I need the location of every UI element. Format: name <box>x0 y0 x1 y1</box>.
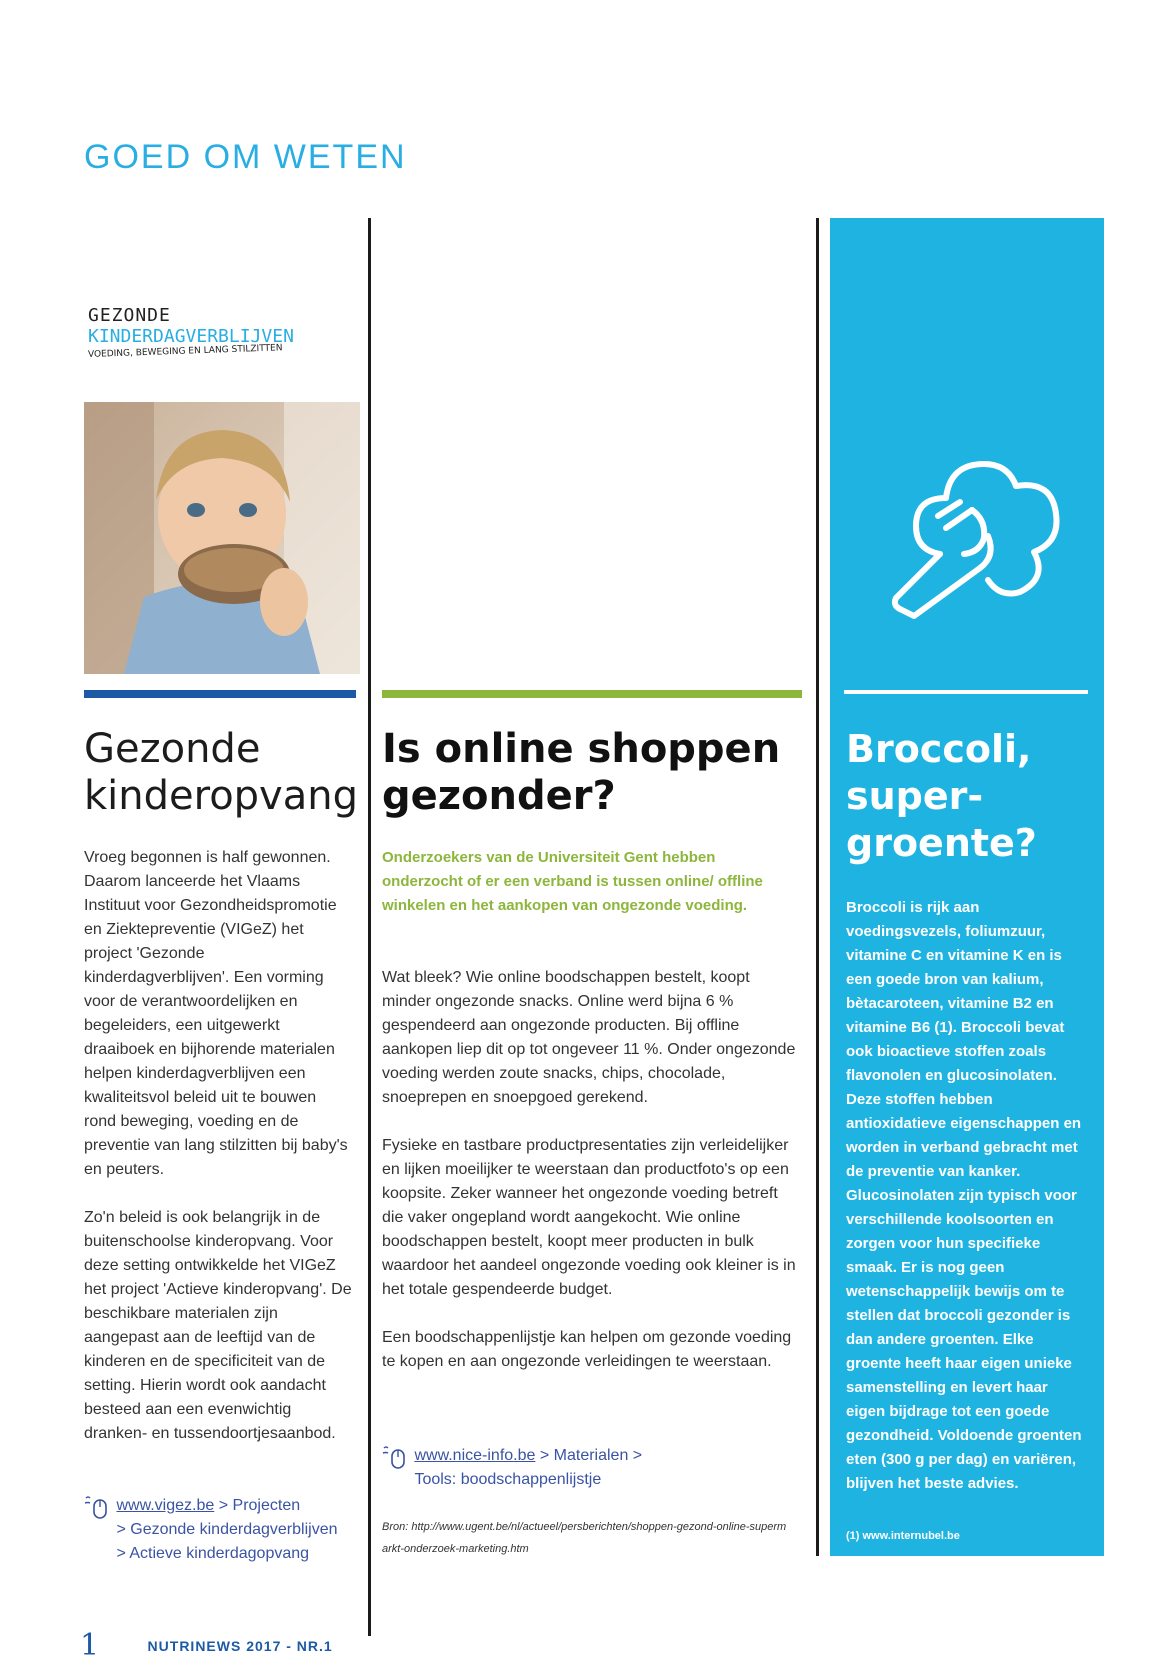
column3-title <box>846 726 1096 867</box>
column2-link-block <box>382 1444 802 1492</box>
column3-body: Broccoli is rijk aan voedingsvezels, foliumzuur, vitamine C en vitamine K en is een goede bron van kalium, bètacaroteen, vitamine B2 en vitamine B6 (1). Broccoli bevat ook bioactieve stoffen zoals flavonolen en glucosinolaten. Deze stoffen hebben antioxidatieve eigenschappen en worden in verband gebracht met de preventie van kanker. Glucosinolaten zijn typisch voor verschillende koolsoorten en zorgen voor hun specifieke smaak. Er is nog geen wetenschappelijk bewijs om te stellen dat broccoli gezonder is dan andere groenten. Elke groente heeft haar eigen unieke samenstelling en levert haar eigen bijdrage tot een goede gezondheid. Voldoende groenten eten (300 g per dag) en variëren, blijven het beste advies. <box>846 899 1082 1492</box>
nice-info-link[interactable]: www.nice-info.be <box>414 1447 536 1464</box>
column1-paragraph: Zo'n beleid is ook belangrijk in de buitenschoolse kinderopvang. Voor deze setting ontwikkelde het VIGeZ het project 'Actieve kinderopvang'. De beschikbare materialen zijn aangepast aan de leeftijd van de kinderen en de specificiteit van de setting. Hierin wordt ook aandacht besteed aan een evenwichtig dranken- en tussendoortjesaanbod. <box>84 1209 352 1442</box>
column3-footnote: (1) www.internubel.be <box>846 1530 960 1542</box>
column2-lead: Onderzoekers van de Universiteit Gent hebben onderzocht of er een verband is tussen online/ offline winkelen en het aankopen van ongezonde voeding. <box>382 849 763 914</box>
column-divider-1 <box>368 218 371 1636</box>
column1-link-block <box>84 1494 364 1566</box>
vigez-link[interactable]: www.vigez.be <box>116 1497 215 1514</box>
page-number: 1 <box>80 1628 100 1663</box>
page-footer <box>80 1628 333 1663</box>
child-photo <box>84 402 360 674</box>
column1-body <box>84 846 352 1470</box>
column1-title: Gezonde kinderopvang <box>84 726 358 819</box>
section-title: GOED OM WETEN <box>84 138 407 176</box>
logo-tagline: VOEDING, BEWEGING EN LANG STILZITTEN <box>87 343 283 360</box>
mouse-click-icon <box>382 1444 410 1478</box>
logo-line2: KINDERDAGVERBLIJVEN <box>88 326 294 347</box>
column-divider-2 <box>816 218 819 1556</box>
title-line: groente? <box>846 821 1037 865</box>
broccoli-icon <box>876 428 1076 628</box>
column2-source: Bron: http://www.ugent.be/nl/actueel/persberichten/shoppen-gezond-online-supermarkt-onderzoek-marketing.htm <box>382 1521 787 1555</box>
breadcrumb-materialen: > Materialen > <box>539 1447 643 1464</box>
mouse-click-icon <box>84 1494 112 1528</box>
breadcrumb-boodschappenlijstje: Tools: boodschappenlijstje <box>414 1471 602 1488</box>
magazine-title: NUTRINEWS 2017 - NR.1 <box>147 1637 333 1654</box>
column2-body <box>382 966 796 1398</box>
column1-paragraph: Vroeg begonnen is half gewonnen. Daarom lanceerde het Vlaams Instituut voor Gezondheidspromotie en Ziektepreventie (VIGeZ) het project 'Gezonde kinderdagverblijven'. Een vorming voor de verantwoordelijken en begeleiders, een uitgewerkt draaiboek en bijhorende materialen helpen kinderdagverblijven een kwaliteitsvol beleid uit te bouwen rond beweging, voeding en de preventie van lang stilzitten bij baby's en peuters. <box>84 849 348 1178</box>
title-line: Broccoli, <box>846 727 1032 771</box>
column2-paragraph: Fysieke en tastbare productpresentaties zijn verleidelijker en lijken moeilijker te weerstaan dan productfoto's op een koopsite. Zeker wanneer het ongezonde voeding betreft die vaker ongepland wordt aangekocht. Wie online boodschappen bestelt, koopt meer producten in bulk waardoor het aandeel ongezonde voeding ook kleiner is in het totale gespendeerde budget. <box>382 1137 796 1298</box>
column1-top-bar <box>84 690 356 698</box>
column2-title: Is online shoppen gezonder? <box>382 726 781 819</box>
column3-top-bar <box>844 690 1088 694</box>
breadcrumb-gezonde-kdv: > Gezonde kinderdagverblijven <box>116 1521 338 1538</box>
column2-top-bar <box>382 690 802 698</box>
breadcrumb-actieve-opvang: > Actieve kinderdagopvang <box>116 1545 310 1562</box>
column2-paragraph: Een boodschappenlijstje kan helpen om gezonde voeding te kopen en aan ongezonde verleidingen te weerstaan. <box>382 1329 792 1370</box>
title-line: super- <box>846 774 984 818</box>
column2-paragraph: Wat bleek? Wie online boodschappen bestelt, koopt minder ongezonde snacks. Online werd bijna 6 % gespendeerd aan ongezonde producten. Bij offline aankopen liep dit op tot ongeveer 11 %. Onder ongezonde voeding werden zoute snacks, chips, chocolade, snoeprepen en snoepgoed gerekend. <box>382 969 796 1106</box>
breadcrumb-projecten: > Projecten <box>218 1497 301 1514</box>
logo-line1: GEZONDE <box>88 305 171 326</box>
kdv-logo <box>88 306 358 362</box>
